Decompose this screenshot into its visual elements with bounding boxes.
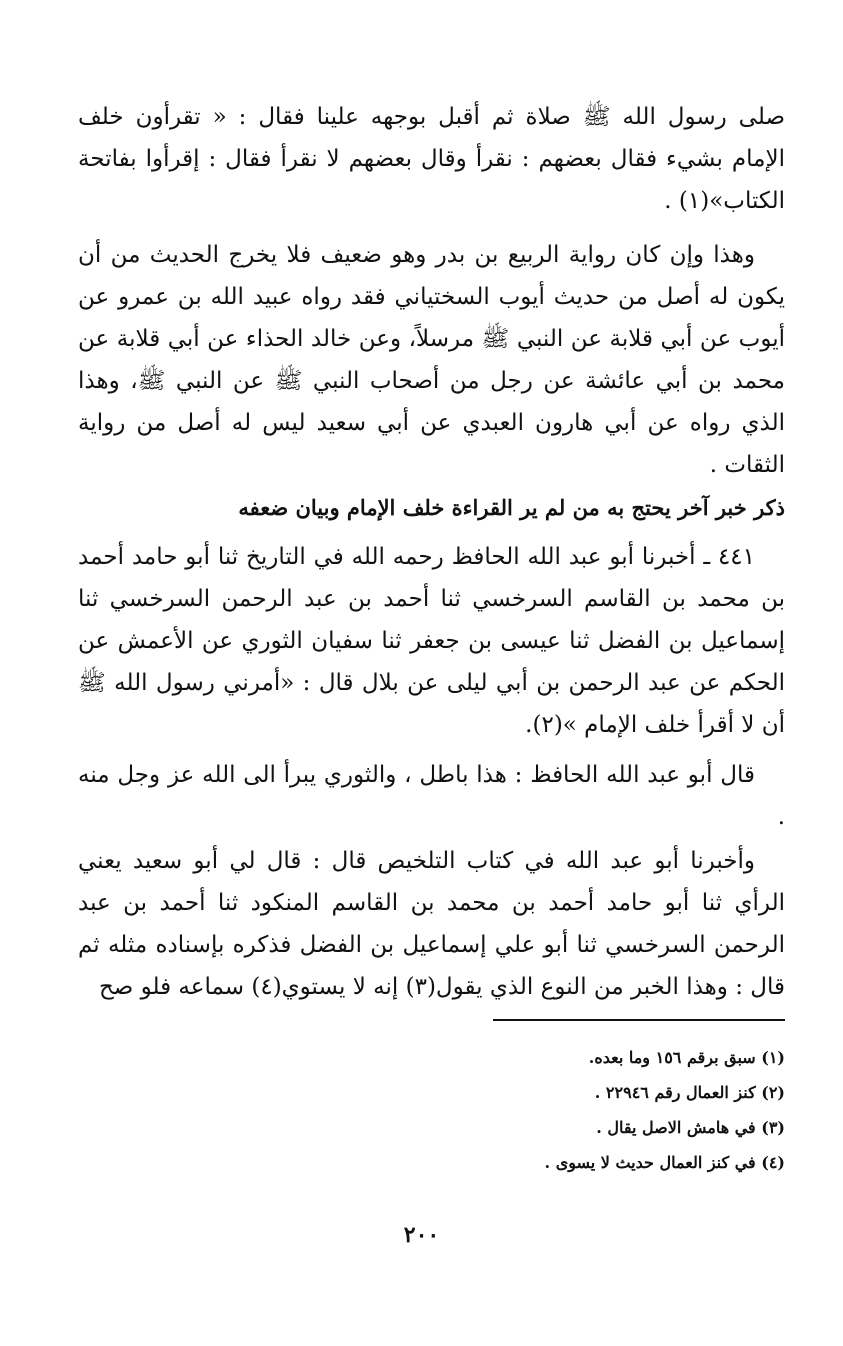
footnote-1: (١) سبق برقم ١٥٦ وما بعده.	[588, 1048, 785, 1067]
section-heading: ذكر خبر آخر يحتج به من لم ير القراءة خلف الإمام وبيان ضعفه	[238, 495, 785, 520]
paragraph-commentary: وهذا وإن كان رواية الربيع بن بدر وهو ضعيف فلا يخرج الحديث من أن يكون له أصل من حديث أيوب السختياني فقد رواه عبيد الله بن عمرو عن أيوب عن أبي قلابة عن النبي ﷺ مرسلاً، وعن خالد الحذاء عن أبي قلابة عن محمد بن أبي عائشة عن رجل من أصحاب النبي ﷺ عن النبي ﷺ، وهذا الذي رواه عن أبي هارون العبدي عن أبي سعيد ليس له أصل من رواية الثقات .	[78, 242, 785, 478]
footnotes-list	[78, 1040, 785, 1180]
footnote-separator	[493, 1019, 785, 1021]
paragraph-hadith-continuation: صلى رسول الله ﷺ صلاة ثم أقبل بوجهه علينا فقال : « تقرأون خلف الإمام بشيء فقال بعضهم : نقرأ وقال بعضهم لا نقرأ فقال : إقرأوا بفاتحة الكتاب»(١) .	[78, 104, 785, 214]
paragraph-hadith-441: ٤٤١ ـ أخبرنا أبو عبد الله الحافظ رحمه الله في التاريخ ثنا أبو حامد أحمد بن محمد بن القاسم السرخسي ثنا أحمد بن عبد الرحمن السرخسي ثنا إسماعيل بن الفضل ثنا عيسى بن جعفر ثنا سفيان الثوري عن الأعمش عن الحكم عن عبد الرحمن بن أبي ليلى عن بلال قال : «أمرني رسول الله ﷺ أن لا أقرأ خلف الإمام »(٢).	[78, 544, 785, 738]
paragraph-talkhis: وأخبرنا أبو عبد الله في كتاب التلخيص قال : قال لي أبو سعيد يعني الرأي ثنا أبو حامد أحمد بن محمد بن القاسم المنكود ثنا أحمد بن عبد الرحمن السرخسي ثنا أبو علي إسماعيل بن الفضل فذكره بإسناده مثله ثم قال : وهذا الخبر من النوع الذي يقول(٣) إنه لا يستوي(٤) سماعه فلو صح	[78, 848, 785, 1000]
footnote-2: (٢) كنز العمال رقم ٢٢٩٤٦ .	[594, 1083, 785, 1102]
page-number: ٢٠٠	[403, 1222, 440, 1248]
footnote-3: (٣) في هامش الاصل يقال .	[596, 1118, 785, 1137]
paragraph-hakim-statement: قال أبو عبد الله الحافظ : هذا باطل ، والثوري يبرأ الى الله عز وجل منه .	[78, 762, 785, 830]
footnote-4: (٤) في كنز العمال حديث لا يسوى .	[544, 1153, 785, 1172]
